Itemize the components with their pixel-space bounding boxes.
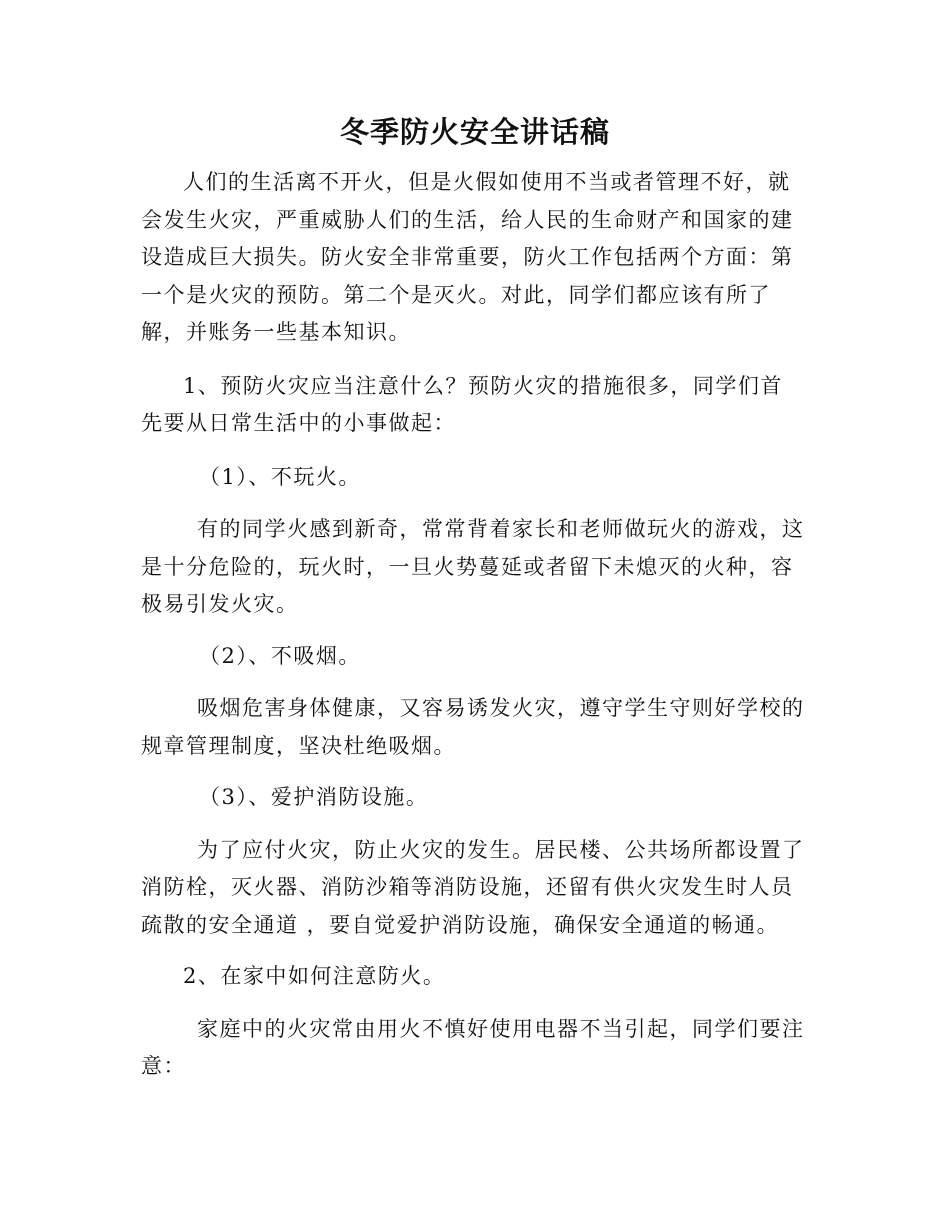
subheading-no-smoking: （2）、不吸烟。 (199, 643, 361, 668)
paragraph-home-fire: 家庭中的火灾常由用火不慎好使用电器不当引起，同学们要注意： (141, 1016, 805, 1078)
subheading-fire-facilities: （3）、爱护消防设施。 (199, 785, 429, 809)
paragraph-intro: 人们的生活离不开火，但是火假如使用不当或者管理不好，就会发生火灾，严重威胁人们的生活，给人民的生命财产和国家的建设造成巨大损失。防火安全非常重要，防火工作包括两个方面：第一个是火灾的预防。第二个是灭火。对此，同学们都应该有所了解，并账务一些基本知识。 (141, 170, 794, 344)
paragraph-fire-facilities: 为了应付火灾，防止火灾的发生。居民楼、公共场所都设置了消防栓，灭火器、消防沙箱等消防设施，还留有供火灾发生时人员疏散的安全通道 ，要自觉爱护消防设施，确保安全通道的畅通。 (141, 837, 805, 937)
paragraph-playing-fire: 有的同学火感到新奇，常常背着家长和老师做玩火的游戏，这是十分危险的，玩火时，一旦火势蔓延或者留下未熄灭的火种，容极易引发火灾。 (141, 517, 805, 616)
section-heading-prevention: 1、预防火灾应当注意什么？预防火灾的措施很多，同学们首先要从日常生活中的小事做起： (141, 373, 783, 435)
document-title: 冬季防火安全讲话稿 (339, 115, 610, 149)
document-body (141, 164, 805, 1100)
paragraph-smoking: 吸烟危害身体健康，又容易诱发火灾，遵守学生守则好学校的规章管理制度，坚决杜绝吸烟。 (141, 696, 805, 758)
subheading-no-playing-fire: （1）、不玩火。 (199, 464, 361, 489)
section-heading-home: 2、在家中如何注意防火。 (183, 964, 446, 988)
